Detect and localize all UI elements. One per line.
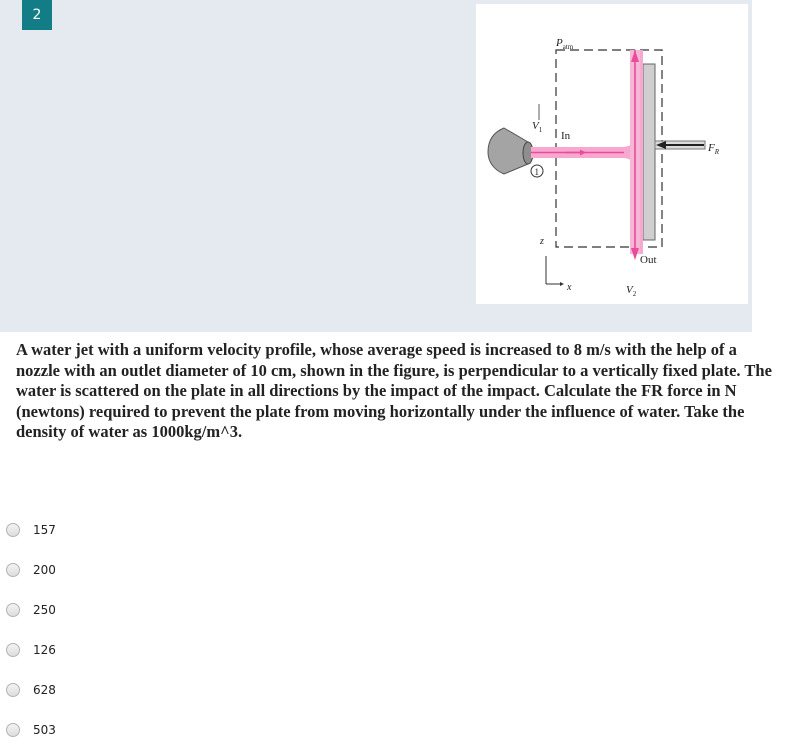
answer-option-label: 628 [33, 683, 56, 697]
answer-option-1[interactable] [6, 519, 56, 541]
axis-z-label: z [540, 236, 544, 247]
radio-button[interactable] [6, 643, 20, 657]
answer-option-label: 250 [33, 603, 56, 617]
nozzle [488, 128, 528, 174]
radio-button[interactable] [6, 683, 20, 697]
axis-x-label: x [567, 282, 572, 293]
answer-option-4[interactable] [6, 639, 56, 661]
patm-label: $P_{atm}$ [556, 37, 574, 51]
answer-option-label: 503 [33, 723, 56, 737]
radio-button[interactable] [6, 603, 20, 617]
answer-option-6[interactable] [6, 719, 56, 741]
v2-label: $V_2$ [626, 284, 637, 298]
radio-button[interactable] [6, 723, 20, 737]
in-label: In [561, 130, 571, 142]
radio-button[interactable] [6, 563, 20, 577]
answer-option-3[interactable] [6, 599, 56, 621]
radio-button[interactable] [6, 523, 20, 537]
answer-option-label: 200 [33, 563, 56, 577]
question-text: A water jet with a uniform velocity profile, whose average speed is increased to 8 m/s with the help of a nozzle with an outlet diameter of 10 cm, shown in the figure, is perpendicular to a vertically fixed plate. The water is scattered on the plate in all directions by the impact of the impact. Calculate the FR force in N (newtons) required to prevent the plate from moving horizontally under the influence of water. Take the density of water as 1000kg/m^3. [16, 340, 772, 441]
out-label: Out [640, 254, 657, 266]
plate [643, 64, 655, 240]
answer-option-label: 126 [33, 643, 56, 657]
v1-label: $V_1$ [532, 120, 543, 134]
question-panel [0, 0, 752, 332]
fr-label: $F_R$ [708, 142, 720, 156]
answer-option-2[interactable] [6, 559, 56, 581]
station-label: 1 [534, 167, 539, 177]
question-figure [476, 4, 748, 304]
answer-option-5[interactable] [6, 679, 56, 701]
answer-option-label: 157 [33, 523, 56, 537]
question-number-badge: 2 [22, 0, 52, 30]
